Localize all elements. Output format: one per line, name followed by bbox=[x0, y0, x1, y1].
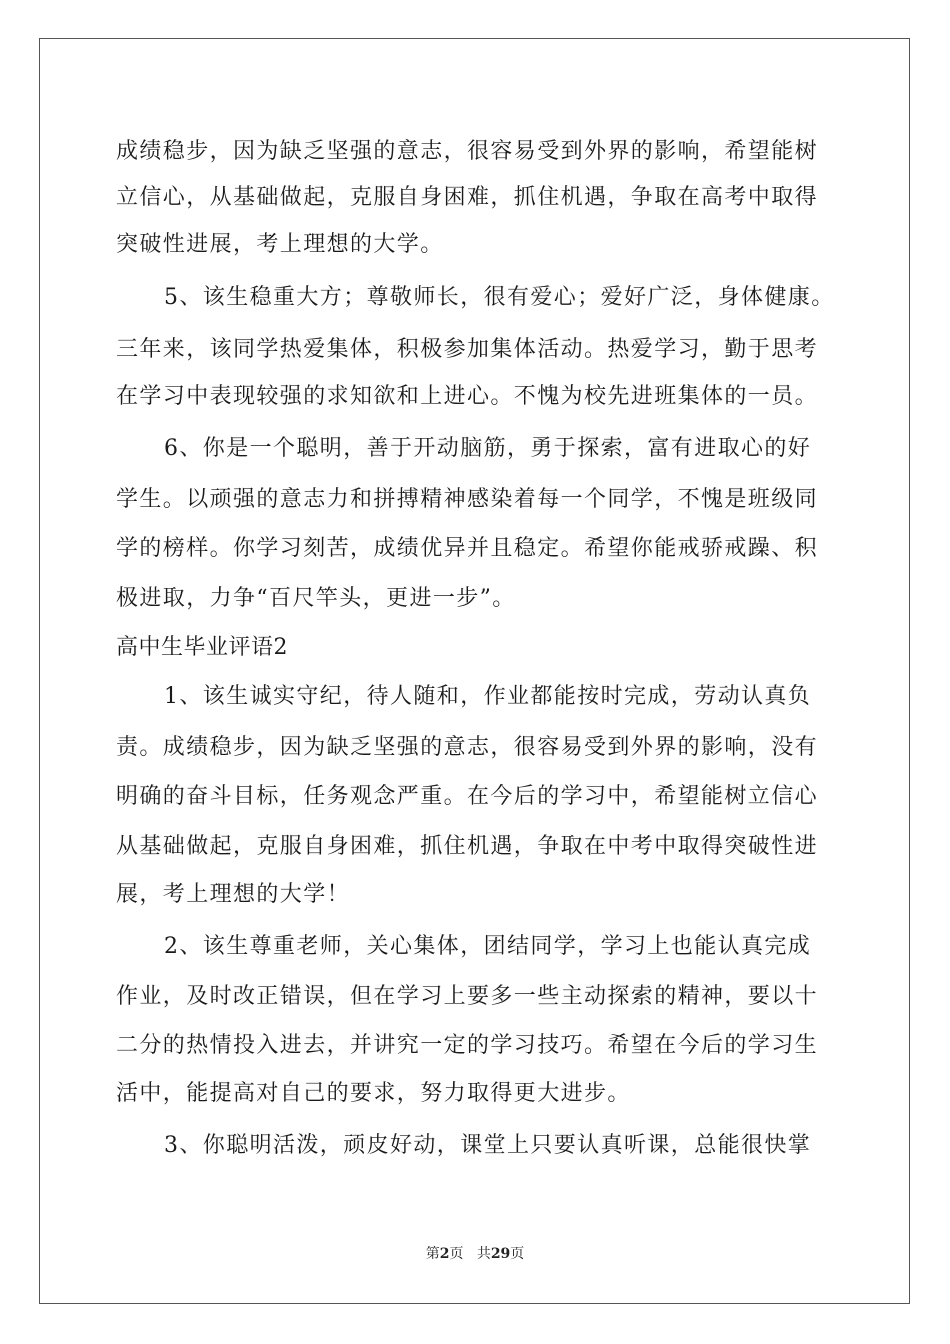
paragraph-line: 二分的热情投入进去，并讲究一定的学习技巧。希望在今后的学习生 bbox=[116, 1033, 819, 1058]
paragraph-line: 从基础做起，克服自身困难，抓住机遇，争取在中考中取得突破性进 bbox=[116, 834, 819, 859]
paragraph-line: 突破性进展，考上理想的大学。 bbox=[116, 232, 444, 257]
paragraph-line: 展，考上理想的大学！ bbox=[116, 882, 351, 907]
paragraph-line: 5、该生稳重大方；尊敬师长，很有爱心；爱好广泛，身体健康。 bbox=[164, 285, 835, 310]
paragraph-line: 学生。以顽强的意志力和拼搏精神感染着每一个同学，不愧是班级同 bbox=[116, 487, 819, 512]
paragraph-line: 立信心，从基础做起，克服自身困难，抓住机遇，争取在高考中取得 bbox=[116, 185, 819, 210]
paragraph-line: 6、你是一个聪明，善于开动脑筋，勇于探索，富有进取心的好 bbox=[164, 436, 812, 461]
paragraph-line: 极进取，力争“百尺竿头，更进一步”。 bbox=[116, 586, 516, 611]
footer-page-current: 2 bbox=[439, 1246, 450, 1262]
page-footer bbox=[0, 1245, 950, 1263]
footer-page-total: 29 bbox=[490, 1246, 511, 1262]
paragraph-line: 活中，能提高对自己的要求，努力取得更大进步。 bbox=[116, 1081, 631, 1106]
paragraph-line: 成绩稳步，因为缺乏坚强的意志，很容易受到外界的影响，希望能树 bbox=[116, 139, 819, 164]
section-heading: 高中生毕业评语2 bbox=[116, 635, 288, 660]
paragraph-line: 1、该生诚实守纪，待人随和，作业都能按时完成，劳动认真负 bbox=[164, 684, 812, 709]
paragraph-line: 明确的奋斗目标，任务观念严重。在今后的学习中，希望能树立信心 bbox=[116, 784, 819, 809]
page-frame bbox=[39, 38, 910, 1304]
paragraph-line: 责。成绩稳步，因为缺乏坚强的意志，很容易受到外界的影响，没有 bbox=[116, 735, 819, 760]
footer-page-prefix: 第 bbox=[425, 1246, 440, 1262]
paragraph-line: 3、你聪明活泼，顽皮好动，课堂上只要认真听课，总能很快掌 bbox=[164, 1133, 812, 1158]
paragraph-line: 三年来，该同学热爱集体，积极参加集体活动。热爱学习，勤于思考 bbox=[116, 337, 819, 362]
footer-total-unit: 页 bbox=[510, 1246, 525, 1262]
paragraph-line: 在学习中表现较强的求知欲和上进心。不愧为校先进班集体的一员。 bbox=[116, 384, 819, 409]
footer-total-prefix: 共 bbox=[476, 1246, 491, 1262]
paragraph-line: 2、该生尊重老师，关心集体，团结同学，学习上也能认真完成 bbox=[164, 934, 812, 959]
paragraph-line: 学的榜样。你学习刻苦，成绩优异并且稳定。希望你能戒骄戒躁、积 bbox=[116, 536, 819, 561]
footer-page-unit: 页 bbox=[449, 1246, 464, 1262]
paragraph-line: 作业，及时改正错误，但在学习上要多一些主动探索的精神，要以十 bbox=[116, 984, 819, 1009]
